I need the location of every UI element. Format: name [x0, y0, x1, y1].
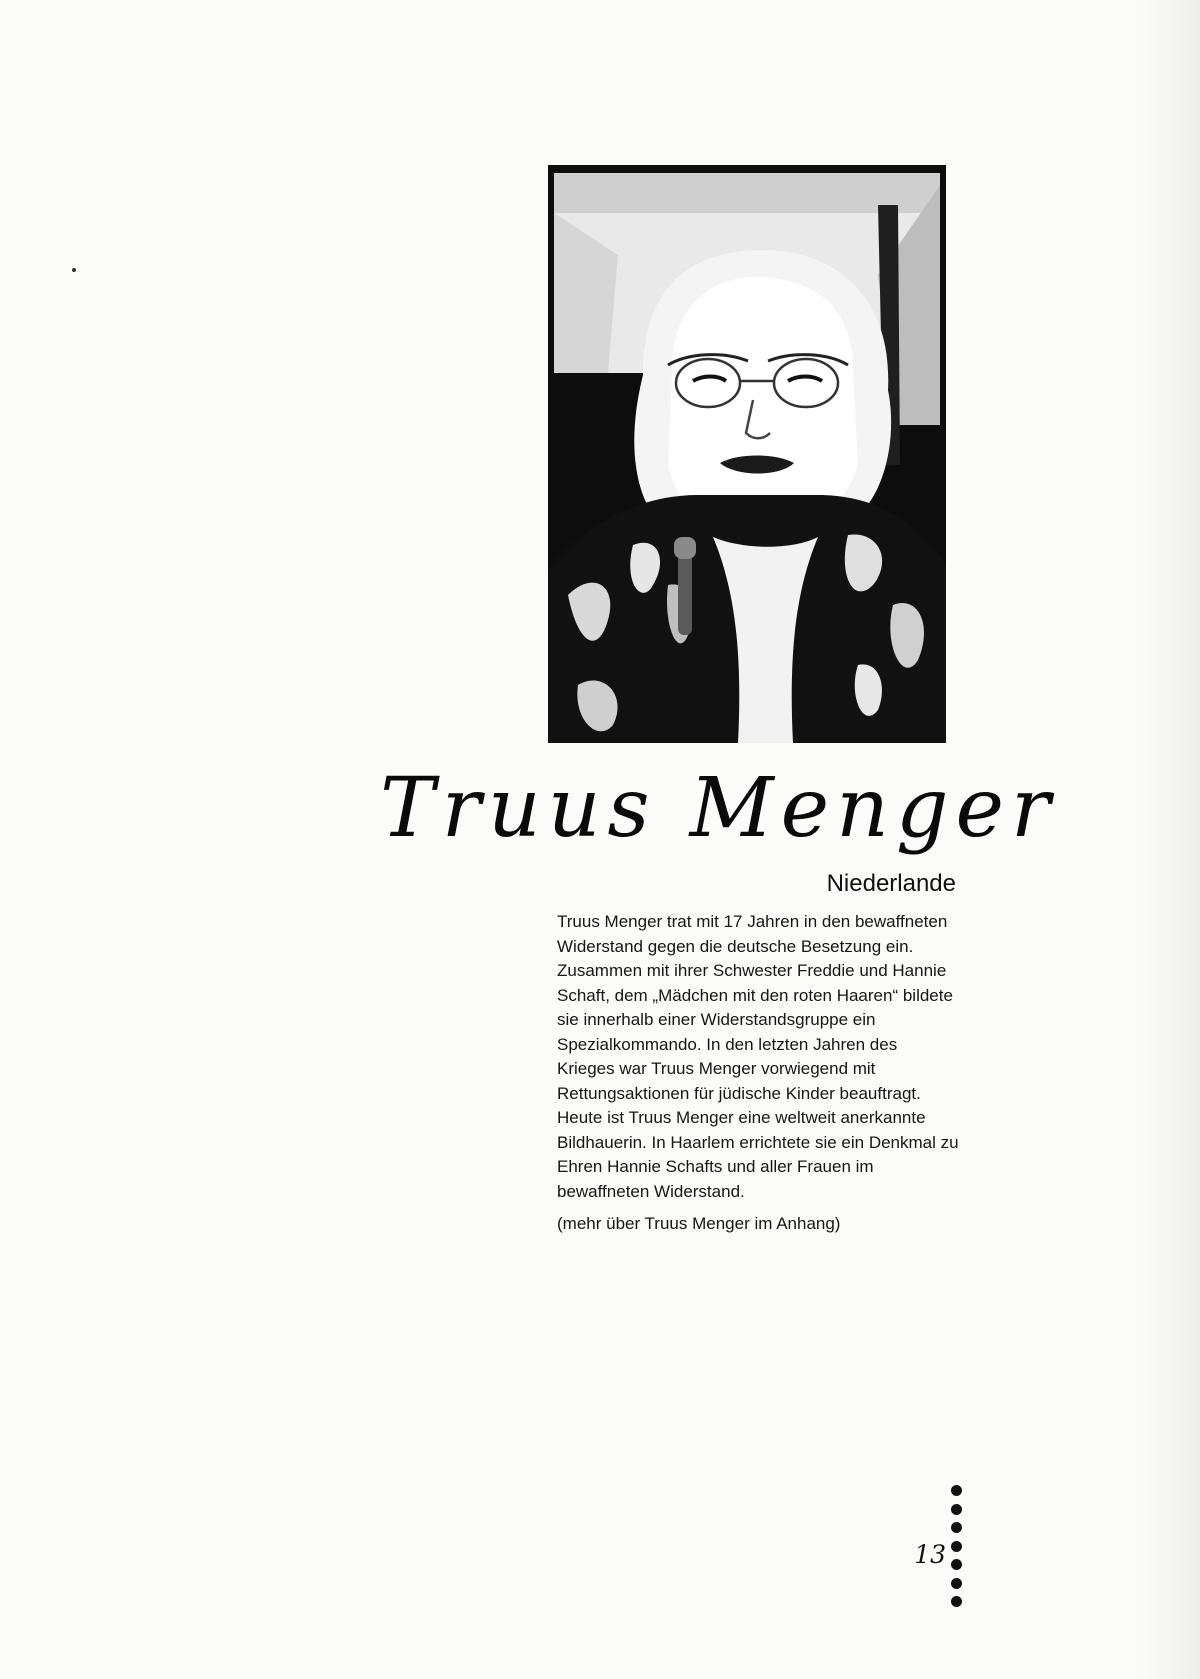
decorative-dots [951, 1485, 963, 1615]
scan-speck [72, 268, 76, 272]
page-number: 13 [914, 1540, 946, 1569]
person-name-heading: Truus Menger [380, 761, 1058, 856]
appendix-note: (mehr über Truus Menger im Anhang) [557, 1214, 841, 1233]
bio-paragraph-resistance: Truus Menger trat mit 17 Jahren in den bewaffneten Widerstand gegen die deutsche Besetzung ein. Zusammen mit ihrer Schwester Freddie und Hannie Schaft, dem „Mädchen mit den roten Haaren“ bildete sie innerhalb einer Widerstandsgruppe ein Spezialkommando. In den letzten Jahren des Krieges war Truus Menger vorwiegend mit Rettungsaktionen für jüdische Kinder beauftragt. [557, 912, 953, 1103]
dot-icon [951, 1504, 962, 1515]
country-label: Niederlande [826, 870, 956, 897]
portrait-photo [548, 165, 946, 743]
dot-icon [951, 1596, 962, 1607]
dot-icon [951, 1485, 962, 1496]
page-edge-shadow [1130, 0, 1200, 1679]
biography-text [557, 910, 959, 1237]
dot-icon [951, 1578, 962, 1589]
dot-icon [951, 1559, 962, 1570]
dot-icon [951, 1522, 962, 1533]
bio-paragraph-sculptor: Heute ist Truus Menger eine weltweit anerkannte Bildhauerin. In Haarlem errichtete sie ein Denkmal zu Ehren Hannie Schafts und aller Frauen im bewaffneten Widerstand. [557, 1108, 959, 1201]
dot-icon [951, 1541, 962, 1552]
portrait-image [548, 165, 946, 743]
